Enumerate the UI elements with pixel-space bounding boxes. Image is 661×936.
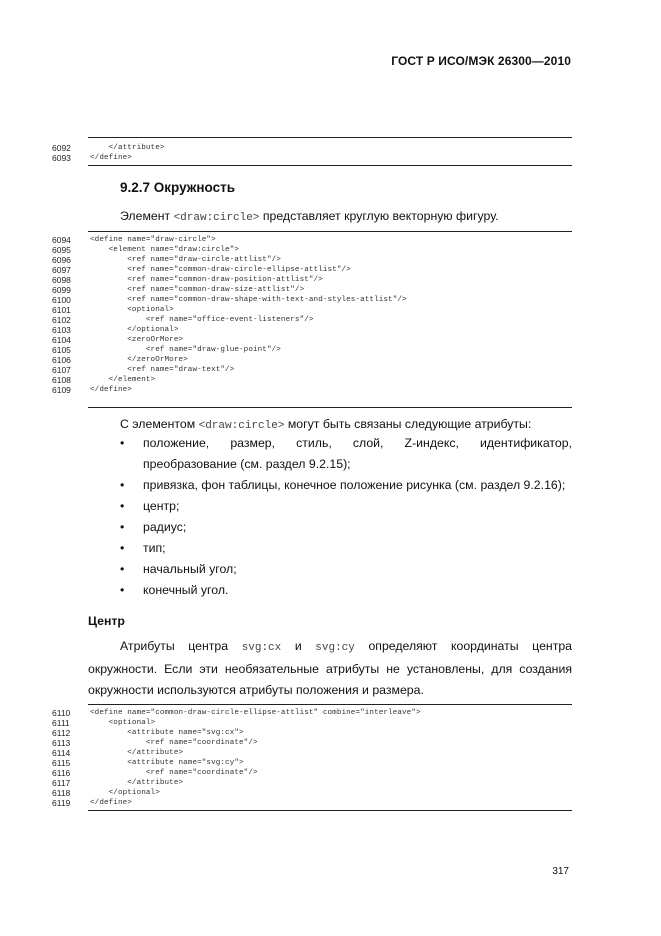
code-line <box>52 255 582 265</box>
line-number: 6117 <box>52 778 71 788</box>
list-item-text: радиус; <box>143 520 187 534</box>
line-number: 6092 <box>52 143 71 153</box>
list-item <box>120 559 572 580</box>
bullet-marker: • <box>120 499 125 513</box>
line-number: 6103 <box>52 325 71 335</box>
code-line <box>52 778 582 788</box>
line-number: 6109 <box>52 385 71 395</box>
text-run: Атрибуты центра <box>120 639 242 653</box>
line-number: 6101 <box>52 305 71 315</box>
subsection-heading: Центр <box>88 614 125 628</box>
code-text: </define> <box>90 154 132 162</box>
line-number: 6111 <box>52 718 70 728</box>
code-line <box>52 718 582 728</box>
code-line <box>52 305 582 315</box>
code-text: </zeroOrMore> <box>90 356 188 364</box>
text-run: определяют координаты центра <box>354 639 573 653</box>
page-number: 317 <box>552 866 569 877</box>
line-number: 6108 <box>52 375 71 385</box>
code-block-1 <box>52 143 582 163</box>
attributes-intro-inline-code: <draw:circle> <box>198 420 285 432</box>
code-text: <zeroOrMore> <box>90 336 184 344</box>
list-item-text: центр; <box>143 499 180 513</box>
list-item-text-continued: преобразование (см. раздел 9.2.15); <box>143 457 351 471</box>
code-text: <element name="draw:circle"> <box>90 246 240 254</box>
line-number: 6096 <box>52 255 71 265</box>
code-line <box>52 758 582 768</box>
inline-code: svg:cy <box>315 642 355 654</box>
code-text: <ref name="draw-circle-attlist"/> <box>90 256 281 264</box>
code-line <box>52 345 582 355</box>
attributes-intro-after: могут быть связаны следующие атрибуты: <box>284 417 532 431</box>
code-text: <optional> <box>90 719 156 727</box>
code-block-2 <box>52 235 582 395</box>
list-item-text: тип; <box>143 541 166 555</box>
line-number: 6112 <box>52 728 71 738</box>
code-text: </element> <box>90 376 156 384</box>
intro-inline-code: <draw:circle> <box>173 212 260 224</box>
bullet-marker: • <box>120 541 125 555</box>
code-text: <ref name="draw-text"/> <box>90 366 235 374</box>
line-number: 6102 <box>52 315 71 325</box>
code-block-bottom-rule <box>88 810 572 811</box>
list-item-text: положение, размер, стиль, слой, Z-индекс, идентификатор, <box>143 436 572 450</box>
list-item <box>120 538 572 559</box>
code-line <box>52 143 582 153</box>
code-line <box>52 315 582 325</box>
line-number: 6114 <box>52 748 71 758</box>
line-number: 6097 <box>52 265 71 275</box>
center-paragraph <box>88 636 573 701</box>
code-text: </optional> <box>90 789 160 797</box>
list-item-text: привязка, фон таблицы, конечное положение рисунка (см. раздел 9.2.16); <box>143 478 566 492</box>
code-block-3 <box>52 708 582 808</box>
code-text: </optional> <box>90 326 179 334</box>
list-item <box>120 433 572 475</box>
intro-paragraph <box>120 206 572 229</box>
line-number: 6099 <box>52 285 71 295</box>
paragraph-line <box>120 636 572 659</box>
document-header: ГОСТ Р ИСО/МЭК 26300—2010 <box>391 54 571 68</box>
line-number: 6107 <box>52 365 71 375</box>
line-number: 6100 <box>52 295 71 305</box>
bullet-marker: • <box>120 436 125 450</box>
line-number: 6104 <box>52 335 71 345</box>
code-text: </attribute> <box>90 779 184 787</box>
line-number: 6094 <box>52 235 71 245</box>
code-line <box>52 235 582 245</box>
code-text: </define> <box>90 386 132 394</box>
code-line <box>52 375 582 385</box>
code-line <box>52 325 582 335</box>
code-text: <ref name="coordinate"/> <box>90 739 258 747</box>
inline-code: svg:cx <box>241 642 282 654</box>
bullet-marker: • <box>120 520 125 534</box>
code-line <box>52 748 582 758</box>
section-title: 9.2.7 Окружность <box>120 180 235 195</box>
line-number: 6105 <box>52 345 71 355</box>
list-item <box>120 475 572 496</box>
list-item-text: начальный угол; <box>143 562 237 576</box>
list-item <box>120 496 572 517</box>
code-text: <define name="draw-circle"> <box>90 236 216 244</box>
code-line <box>52 153 582 163</box>
code-line <box>52 728 582 738</box>
line-number: 6116 <box>52 768 71 778</box>
code-block-bottom-rule <box>88 165 572 166</box>
bullet-marker: • <box>120 583 125 597</box>
text-run: и <box>281 639 316 653</box>
code-line <box>52 385 582 395</box>
code-line <box>52 788 582 798</box>
code-text: <ref name="common-draw-shape-with-text-and-styles-attlist"/> <box>90 296 407 304</box>
line-number: 6113 <box>52 738 71 748</box>
code-line <box>52 365 582 375</box>
line-number: 6118 <box>52 788 71 798</box>
code-line <box>52 798 582 808</box>
code-text: <attribute name="svg:cy"> <box>90 759 244 767</box>
paragraph-line: окружности используются атрибуты положения и размера. <box>88 683 424 697</box>
code-line <box>52 275 582 285</box>
code-text: <ref name="common-draw-size-attlist"/> <box>90 286 305 294</box>
line-number: 6093 <box>52 153 71 163</box>
list-item <box>120 517 572 538</box>
code-text: <ref name="coordinate"/> <box>90 769 258 777</box>
line-number: 6115 <box>52 758 71 768</box>
code-text: <ref name="draw-glue-point"/> <box>90 346 281 354</box>
code-text: <define name="common-draw-circle-ellipse-attlist" combine="interleave"> <box>90 709 421 717</box>
list-item-text: конечный угол. <box>143 583 229 597</box>
code-text: </attribute> <box>90 749 184 757</box>
code-text: <attribute name="svg:cx"> <box>90 729 244 737</box>
code-line <box>52 708 582 718</box>
attributes-intro-before: С элементом <box>120 417 199 431</box>
line-number: 6095 <box>52 245 71 255</box>
code-line <box>52 335 582 345</box>
line-number: 6106 <box>52 355 71 365</box>
code-line <box>52 265 582 275</box>
intro-text-after: представляет круглую векторную фигуру. <box>259 209 499 223</box>
code-block-bottom-rule <box>88 407 572 408</box>
code-text: <ref name="office-event-listeners"/> <box>90 316 314 324</box>
code-line <box>52 768 582 778</box>
code-block-top-rule <box>88 704 572 705</box>
code-line <box>52 295 582 305</box>
code-line <box>52 285 582 295</box>
list-item <box>120 580 572 601</box>
code-text: <ref name="common-draw-circle-ellipse-attlist"/> <box>90 266 351 274</box>
bullet-marker: • <box>120 478 125 492</box>
code-line <box>52 355 582 365</box>
paragraph-line: окружности. Если эти необязательные атрибуты не установлены, для создания <box>88 662 572 676</box>
line-number: 6098 <box>52 275 71 285</box>
code-line <box>52 738 582 748</box>
attribute-list <box>120 433 572 601</box>
line-number: 6110 <box>52 708 71 718</box>
bullet-marker: • <box>120 562 125 576</box>
code-text: <ref name="common-draw-position-attlist"/> <box>90 276 323 284</box>
code-line <box>52 245 582 255</box>
intro-text-before: Элемент <box>120 209 174 223</box>
code-block-top-rule <box>88 137 572 138</box>
code-block-top-rule <box>88 231 572 232</box>
line-number: 6119 <box>52 798 71 808</box>
code-text: </attribute> <box>90 144 165 152</box>
code-text: </define> <box>90 799 132 807</box>
code-text: <optional> <box>90 306 174 314</box>
